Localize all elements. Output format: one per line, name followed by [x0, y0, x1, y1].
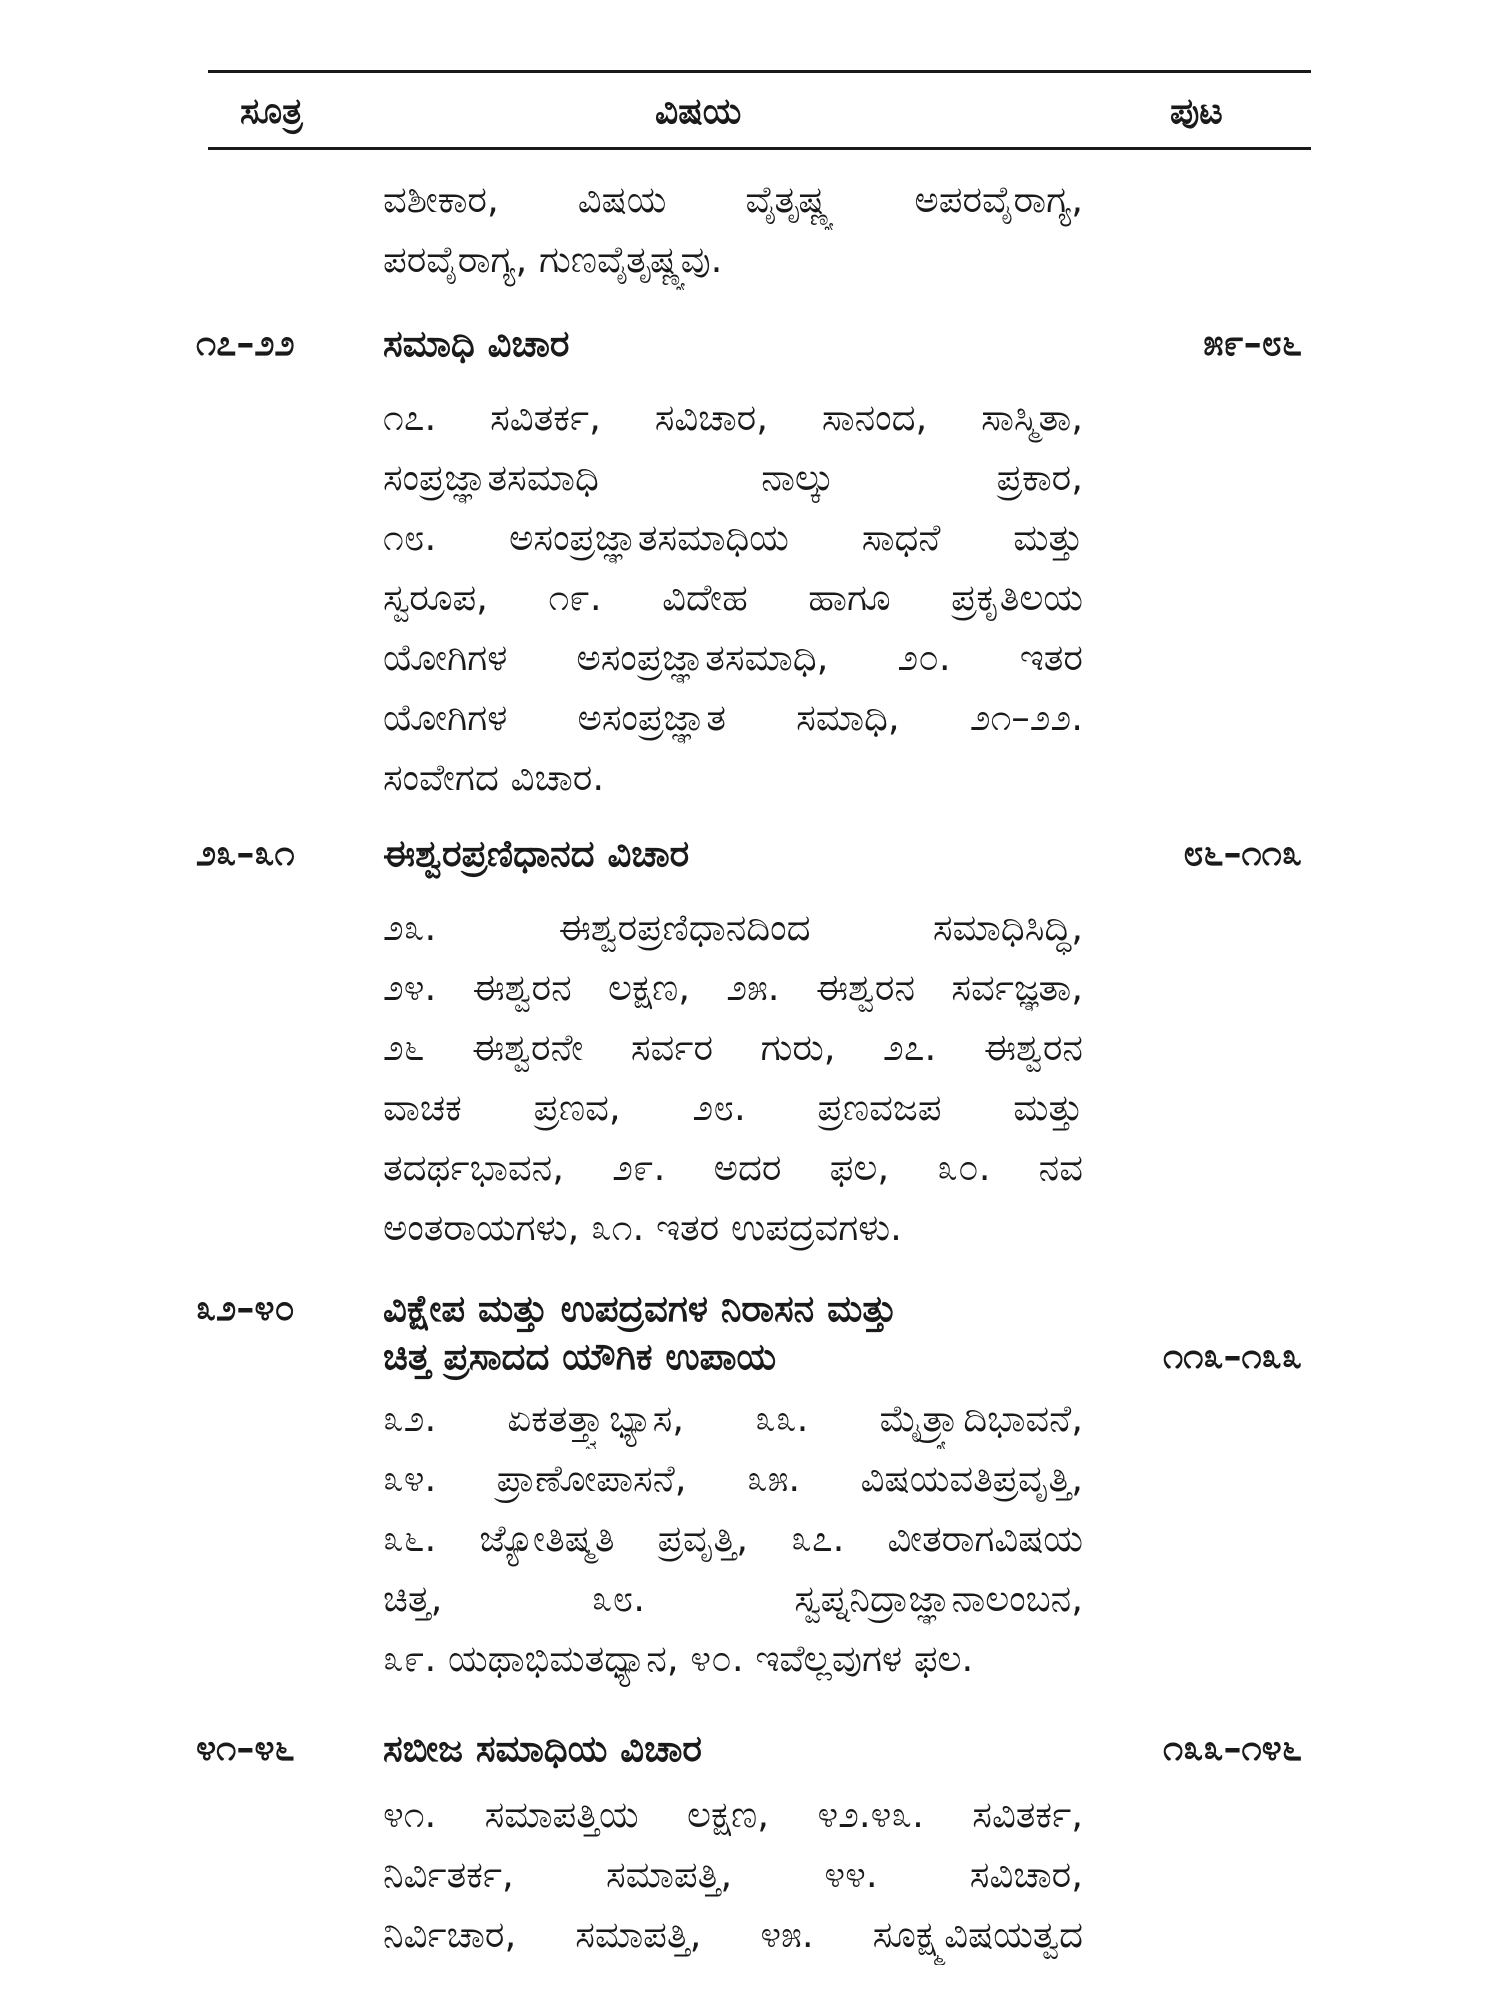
- page-range: ೫೯–೮೬: [1203, 323, 1302, 364]
- entry-title-line: ವಿಕ್ಷೇಪ ಮತ್ತು ಉಪದ್ರವಗಳ ನಿರಾಸನ ಮತ್ತು: [383, 1287, 897, 1330]
- entry-text: [383, 388, 1083, 808]
- entry-title-line: ಚಿತ್ತ ಪ್ರಸಾದದ ಯೌಗಿಕ ಉಪಾಯ: [383, 1335, 777, 1378]
- header-rule: [208, 147, 1311, 150]
- intro-text: [383, 170, 1083, 290]
- text-line: ವಾಚಕ ಪ್ರಣವ, ೨೮. ಪ್ರಣವಜಪ ಮತ್ತು: [383, 1086, 1083, 1129]
- page-range: ೧೧೩–೧೩೩: [1163, 1336, 1302, 1377]
- column-header-vishaya: ವಿಷಯ: [655, 91, 742, 132]
- text-line: ೩೬. ಜ್ಯೋತಿಷ್ಮತಿ ಪ್ರವೃತ್ತಿ, ೩೭. ವೀತರಾಗವಿಷಯ: [383, 1517, 1083, 1560]
- sutra-range: ೧೭–೨೨: [196, 323, 295, 364]
- text-line: ಸಂವೇಗದ ವಿಚಾರ.: [383, 756, 605, 799]
- text-line: ವಶೀಕಾರ, ವಿಷಯ ವೈತೃಷ್ಣ್ಯ ಅಪರವೈರಾಗ್ಯ,: [383, 178, 1083, 221]
- entry-title: [383, 1285, 1083, 1381]
- text-line: ೪೧. ಸಮಾಪತ್ತಿಯ ಲಕ್ಷಣ, ೪೨.೪೩. ಸವಿತರ್ಕ,: [383, 1793, 1083, 1836]
- entry-title: ಸಮಾಧಿ ವಿಚಾರ: [383, 322, 570, 365]
- text-line: ಸ್ವರೂಪ, ೧೯. ವಿದೇಹ ಹಾಗೂ ಪ್ರಕೃತಿಲಯ: [383, 576, 1083, 619]
- entry-text: [383, 898, 1083, 1258]
- text-line: ೧೭. ಸವಿತರ್ಕ, ಸವಿಚಾರ, ಸಾನಂದ, ಸಾಸ್ಮಿತಾ,: [383, 396, 1083, 439]
- text-line: ನಿರ್ವಿಚಾರ, ಸಮಾಪತ್ತಿ, ೪೫. ಸೂಕ್ಷ್ಮವಿಷಯತ್ವದ: [383, 1913, 1083, 1956]
- column-header-puta: ಪುಟ: [1170, 91, 1223, 132]
- text-line: ಯೋಗಿಗಳ ಅಸಂಪ್ರಜ್ಞಾತಸಮಾಧಿ, ೨೦. ಇತರ: [383, 636, 1083, 679]
- text-line: ೩೪. ಪ್ರಾಣೋಪಾಸನೆ, ೩೫. ವಿಷಯವತಿಪ್ರವೃತ್ತಿ,: [383, 1457, 1083, 1500]
- entry-text: [383, 1389, 1083, 1689]
- text-line: ೩೨. ಏಕತತ್ತ್ವಾಭ್ಯಾಸ, ೩೩. ಮೈತ್ರ್ಯಾದಿಭಾವನೆ,: [383, 1397, 1083, 1440]
- sutra-range: ೩೨–೪೦: [196, 1288, 295, 1329]
- text-line: ೨೬ ಈಶ್ವರನೇ ಸರ್ವರ ಗುರು, ೨೭. ಈಶ್ವರನ: [383, 1026, 1083, 1069]
- text-line: ಪರವೈರಾಗ್ಯ, ಗುಣವೈತೃಷ್ಣ್ಯವು.: [383, 238, 723, 281]
- sutra-range: ೪೧–೪೬: [196, 1728, 295, 1769]
- text-line: ಸಂಪ್ರಜ್ಞಾತಸಮಾಧಿ ನಾಲ್ಕು ಪ್ರಕಾರ,: [383, 456, 1083, 499]
- top-rule: [208, 70, 1311, 73]
- text-line: ಅಂತರಾಯಗಳು, ೩೧. ಇತರ ಉಪದ್ರವಗಳು.: [383, 1206, 902, 1249]
- text-line: ೩೯. ಯಥಾಭಿಮತಧ್ಯಾನ, ೪೦. ಇವೆಲ್ಲವುಗಳ ಫಲ.: [383, 1637, 974, 1680]
- text-line: ೧೮. ಅಸಂಪ್ರಜ್ಞಾತಸಮಾಧಿಯ ಸಾಧನೆ ಮತ್ತು: [383, 516, 1083, 559]
- entry-text: [383, 1785, 1083, 1965]
- text-line: ನಿರ್ವಿತರ್ಕ, ಸಮಾಪತ್ತಿ, ೪೪. ಸವಿಚಾರ,: [383, 1853, 1083, 1896]
- text-line: ೨೪. ಈಶ್ವರನ ಲಕ್ಷಣ, ೨೫. ಈಶ್ವರನ ಸರ್ವಜ್ಞತಾ,: [383, 966, 1083, 1009]
- entry-title: ಈಶ್ವರಪ್ರಣಿಧಾನದ ವಿಚಾರ: [383, 832, 690, 875]
- column-header-sutra: ಸೂತ್ರ: [240, 91, 303, 132]
- text-line: ಯೋಗಿಗಳ ಅಸಂಪ್ರಜ್ಞಾತ ಸಮಾಧಿ, ೨೧–೨೨.: [383, 696, 1083, 739]
- text-line: ೨೩. ಈಶ್ವರಪ್ರಣಿಧಾನದಿಂದ ಸಮಾಧಿಸಿದ್ಧಿ,: [383, 906, 1083, 949]
- entry-title: ಸಬೀಜ ಸಮಾಧಿಯ ವಿಚಾರ: [383, 1727, 702, 1770]
- text-line: ಚಿತ್ತ, ೩೮. ಸ್ವಪ್ನನಿದ್ರಾಜ್ಞಾನಾಲಂಬನ,: [383, 1577, 1083, 1620]
- sutra-range: ೨೩–೩೧: [196, 833, 295, 874]
- page-range: ೧೩೩–೧೪೬: [1163, 1728, 1302, 1769]
- text-line: ತದರ್ಥಭಾವನ, ೨೯. ಅದರ ಫಲ, ೩೦. ನವ: [383, 1146, 1083, 1189]
- page-range: ೮೬–೧೧೩: [1183, 833, 1302, 874]
